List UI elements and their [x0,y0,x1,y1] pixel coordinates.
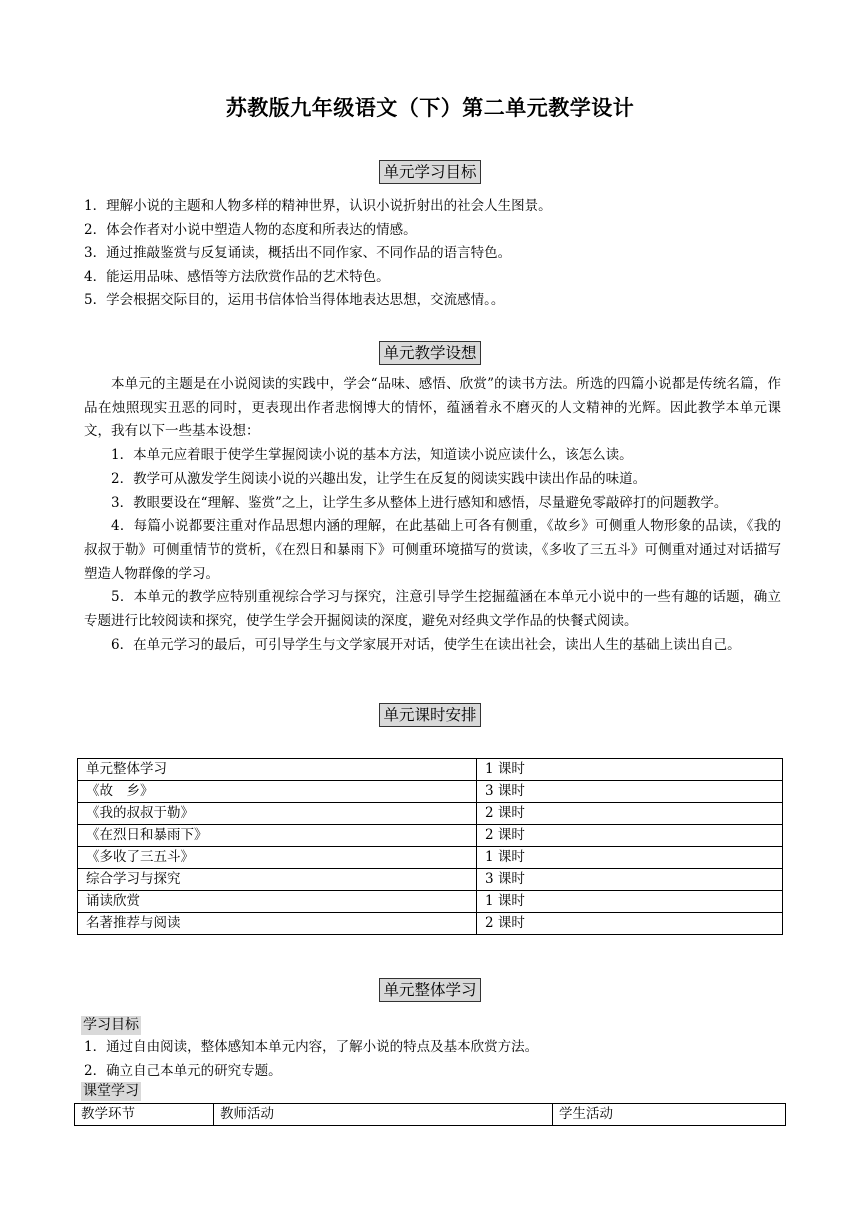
table-header-row [75,1104,786,1126]
table-row [78,913,783,935]
schedule-hours: 3 课时 [477,869,783,891]
schedule-hours: 3 课时 [477,781,783,803]
header-cell-student: 学生活动 [553,1104,786,1126]
schedule-hours: 1 课时 [477,891,783,913]
paragraph: 4．每篇小说都要注重对作品思想内涵的理解，在此基础上可各有侧重，《故乡》可侧重人物形象的品读，《我的叔叔于勒》可侧重情节的赏析，《在烈日和暴雨下》可侧重环境描写的赏读，《多收了三五斗》可侧重对通过对话描写塑造人物群像的学习。 [84,518,781,582]
objective-item: 2．确立自己本单元的研究专题。 [84,1062,282,1079]
classroom-label: 课堂学习 [83,1083,139,1099]
document-title: 苏教版九年级语文（下）第二单元教学设计 [225,96,635,120]
schedule-item: 《在烈日和暴雨下》 [78,825,477,847]
objectives-list [84,1036,784,1083]
schedule-item: 《故 乡》 [78,781,477,803]
goals-list [84,195,784,313]
schedule-item: 诵读欣赏 [78,891,477,913]
table-row [78,803,783,825]
schedule-item: 名著推荐与阅读 [78,913,477,935]
classroom-table [74,1103,786,1126]
header-cell-teacher: 教师活动 [214,1104,553,1126]
table-row [78,759,783,781]
paragraph: 本单元的主题是在小说阅读的实践中，学会“品味、感悟、欣赏”的读书方法。所选的四篇小说都是传统名篇，作品在烛照现实丑恶的同时，更表现出作者悲悯博大的情怀，蕴涵着永不磨灭的人文精神的光辉。因此教学本单元课文，我有以下一些基本设想： [84,376,781,440]
table-row [78,781,783,803]
section-heading-schedule: 单元课时安排 [0,703,860,727]
paragraph: 1．本单元应着眼于使学生掌握阅读小说的基本方法，知道读小说应读什么，该怎么读。 [111,447,633,464]
schedule-table [77,758,783,935]
paragraph: 5．本单元的教学应特别重视综合学习与探究，注意引导学生挖掘蕴涵在本单元小说中的一些有趣的话题，确立专题进行比较阅读和探究，使学生学会开掘阅读的深度，避免对经典文学作品的快餐式阅读。 [84,589,781,630]
section-heading-overall: 单元整体学习 [0,978,860,1002]
table-row [78,869,783,891]
schedule-hours: 2 课时 [477,913,783,935]
schedule-hours: 2 课时 [477,803,783,825]
schedule-item: 《多收了三五斗》 [78,847,477,869]
header-cell-stage: 教学环节 [75,1104,214,1126]
schedule-item: 单元整体学习 [78,759,477,781]
goal-item: 1．理解小说的主题和人物多样的精神世界，认识小说折射出的社会人生图景。 [84,198,552,214]
goal-item: 4．能运用品味、感悟等方法欣赏作品的艺术特色。 [84,268,390,285]
schedule-item: 《我的叔叔于勒》 [78,803,477,825]
paragraph: 6．在单元学习的最后，可引导学生与文学家展开对话，使学生在读出社会，读出人生的基础上读出自己。 [111,636,741,653]
goal-item: 3．通过推敲鉴赏与反复诵读，概括出不同作家、不同作品的语言特色。 [84,245,512,261]
section-heading-goals: 单元学习目标 [0,160,860,184]
schedule-item: 综合学习与探究 [78,869,477,891]
paragraph: 2．教学可从激发学生阅读小说的兴趣出发，让学生在反复的阅读实践中读出作品的味道。 [111,470,647,487]
table-row [78,847,783,869]
schedule-hours: 1 课时 [477,847,783,869]
objectives-label: 学习目标 [83,1017,139,1033]
objective-item: 1．通过自由阅读，整体感知本单元内容，了解小说的特点及基本欣赏方法。 [84,1039,539,1055]
goal-item: 5．学会根据交际目的，运用书信体恰当得体地表达思想，交流感情。。 [84,292,505,308]
table-row [78,825,783,847]
schedule-hours: 1 课时 [477,759,783,781]
schedule-hours: 2 课时 [477,825,783,847]
section-heading-design: 单元教学设想 [0,341,860,365]
goal-item: 2．体会作者对小说中塑造人物的态度和所表达的情感。 [84,221,417,238]
paragraph: 3．教眼要设在“理解、鉴赏”之上，让学生多从整体上进行感知和感悟，尽量避免零敲碎打的问题教学。 [111,494,728,511]
design-paragraphs [84,373,781,657]
table-row [78,891,783,913]
